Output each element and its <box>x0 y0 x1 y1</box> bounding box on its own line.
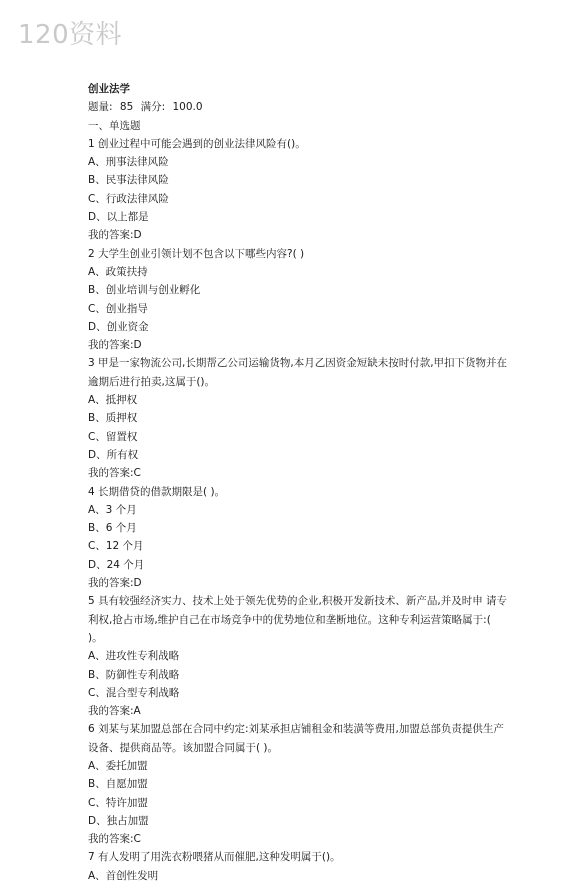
answer-value: D <box>133 229 142 242</box>
question-stem: 3 甲是一家物流公司,长期帮乙公司运输货物,本月乙因资金短缺未按时付款,甲扣下货物并在逾期后进行拍卖,这属于()。 <box>88 357 508 388</box>
answer-value: A <box>133 705 141 718</box>
answer-value: D <box>133 577 142 590</box>
question-block <box>88 354 508 482</box>
question-option: B、防御性专利战略 <box>88 668 180 681</box>
question-block <box>88 135 508 245</box>
question-stem: 2 大学生创业引领计划不包含以下哪些内容?( ) <box>88 247 305 260</box>
question-block <box>88 592 508 720</box>
question-option: B、质押权 <box>88 412 138 425</box>
question-option: A、首创性发明 <box>88 869 159 882</box>
score-label: 满分: <box>140 101 166 114</box>
question-option: C、行政法律风险 <box>88 192 169 205</box>
section-heading: 一、单选题 <box>88 119 141 132</box>
total-score: 100.0 <box>172 101 203 114</box>
question-option: B、民事法律风险 <box>88 174 169 187</box>
question-option: C、12 个月 <box>88 540 144 553</box>
question-option: C、留置权 <box>88 430 138 443</box>
watermark-logo: 120资料 <box>18 20 123 50</box>
answer-prefix: 我的答案: <box>88 833 134 846</box>
question-stem: 6 刘某与某加盟总部在合同中约定:刘某承担店铺租金和装潢等费用,加盟总部负责提供生产设备、提供商品等。该加盟合同属于( )。 <box>88 723 504 754</box>
question-stem: 1 创业过程中可能会遇到的创业法律风险有()。 <box>88 137 306 150</box>
answer-prefix: 我的答案: <box>88 229 134 242</box>
question-block <box>88 483 508 593</box>
question-option: C、混合型专利战略 <box>88 686 180 699</box>
question-block <box>88 848 508 885</box>
question-option: D、24 个月 <box>88 558 145 571</box>
document-title: 创业法学 <box>88 83 130 95</box>
question-block <box>88 720 508 848</box>
question-option: C、特许加盟 <box>88 796 148 809</box>
answer-value: C <box>133 467 141 480</box>
question-stem: 4 长期借贷的借款期限是( )。 <box>88 485 226 498</box>
question-count: 85 <box>119 101 134 114</box>
question-option: D、创业资金 <box>88 320 149 333</box>
answer-line <box>88 226 508 244</box>
question-option: A、委托加盟 <box>88 759 148 772</box>
answer-line <box>88 830 508 848</box>
answer-line <box>88 464 508 482</box>
question-option: A、政策扶持 <box>88 265 148 278</box>
question-stem: 7 有人发明了用洗衣粉喂猪从而催肥,这种发明属于()。 <box>88 851 341 864</box>
question-option: A、3 个月 <box>88 503 137 516</box>
answer-prefix: 我的答案: <box>88 705 134 718</box>
question-option: D、所有权 <box>88 448 139 461</box>
question-option: A、进攻性专利战略 <box>88 650 180 663</box>
question-option: B、自愿加盟 <box>88 778 148 791</box>
answer-prefix: 我的答案: <box>88 467 134 480</box>
answer-line <box>88 702 508 720</box>
answer-prefix: 我的答案: <box>88 577 134 590</box>
document-body <box>88 80 508 885</box>
answer-line <box>88 336 508 354</box>
answer-value: C <box>133 833 141 846</box>
question-option: D、以上都是 <box>88 211 149 224</box>
count-label: 题量: <box>88 101 113 114</box>
question-option: B、创业培训与创业孵化 <box>88 284 201 297</box>
answer-prefix: 我的答案: <box>88 339 134 352</box>
question-option: C、创业指导 <box>88 302 148 315</box>
question-option: B、6 个月 <box>88 522 137 535</box>
question-option: A、刑事法律风险 <box>88 156 169 169</box>
question-stem: 5 具有较强经济实力、技术上处于领先优势的企业,积极开发新技术、新产品,并及时申 请专利权,抢占市场,维护自己在市场竞争中的优势地位和垄断地位。这种专利运营策略属于:( )。 <box>88 595 508 644</box>
answer-line <box>88 574 508 592</box>
question-option: D、独占加盟 <box>88 814 149 827</box>
answer-value: D <box>133 339 142 352</box>
question-option: A、抵押权 <box>88 394 138 407</box>
document-meta <box>88 98 508 116</box>
question-block <box>88 245 508 355</box>
